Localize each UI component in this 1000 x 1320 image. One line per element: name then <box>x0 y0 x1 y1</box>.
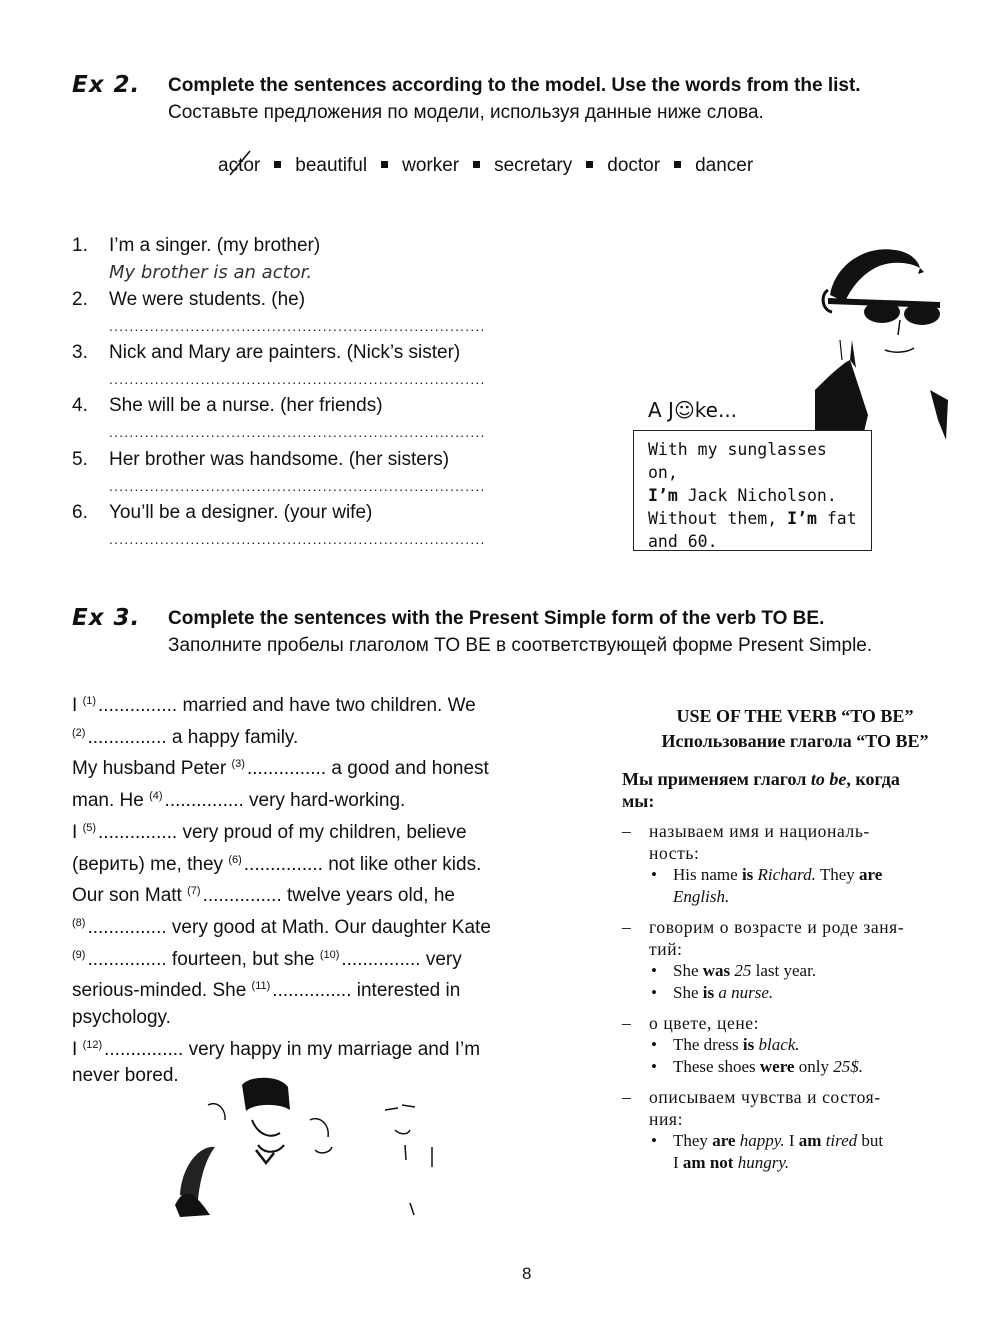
grammar-rule: – говорим о возрасте и роде заня- тий: <box>622 917 905 959</box>
grammar-rule: – называем имя и националь- ность: <box>622 821 870 863</box>
grammar-rule: – о цвете, цене: <box>622 1013 760 1033</box>
ex2-title: Complete the sentences according to the model. Use the words from the list. <box>168 75 861 96</box>
blank[interactable]: ............... <box>98 821 178 843</box>
ex3-tag: Ex 3. <box>72 605 141 631</box>
ex2-tag: Ex 2. <box>72 72 141 98</box>
answer-line[interactable]: .......................................................................... <box>109 478 486 494</box>
list-item: 2. We were students. (he) <box>72 289 306 310</box>
word: worker <box>402 155 460 176</box>
model-answer: My brother is an actor. <box>109 262 313 283</box>
word: dancer <box>695 155 754 176</box>
blank[interactable]: ............... <box>272 980 352 1002</box>
word-list <box>218 155 753 177</box>
list-item: 3. Nick and Mary are painters. (Nick’s sister) <box>72 342 461 363</box>
blank[interactable]: ............... <box>98 695 178 716</box>
joke-box <box>633 430 872 551</box>
word-actor-crossed: actor <box>218 155 260 177</box>
strike-mark <box>228 149 252 177</box>
word: doctor <box>607 155 661 176</box>
joke-line: With my sunglasses on, <box>648 440 827 482</box>
grammar-lead: мы: <box>622 791 655 811</box>
grammar-box <box>622 704 968 1174</box>
grammar-example: • These shoes were only 25$. <box>651 1057 863 1076</box>
blank[interactable]: ............... <box>341 948 421 970</box>
list-item: 1. I’m a singer. (my brother) <box>72 235 321 256</box>
blank[interactable]: ............... <box>164 790 244 812</box>
blank[interactable]: ............... <box>87 916 167 938</box>
joke-line: I’m Jack Nicholson. <box>648 486 837 505</box>
blank[interactable]: ............... <box>202 885 282 907</box>
grammar-heading: USE OF THE VERB “TO BE” <box>676 706 914 726</box>
blank[interactable]: ............... <box>246 758 327 780</box>
ex3-title: Complete the sentences with the Present Simple form of the verb TO BE. <box>168 608 825 629</box>
grammar-example: • His name is Richard. They are English. <box>651 865 883 906</box>
ex3-subtitle: Заполните пробелы глаголом TO BE в соответствующей форме Present Simple. <box>168 635 873 656</box>
list-item: 6. You’ll be a designer. (your wife) <box>72 502 373 523</box>
grammar-example: • She is a nurse. <box>651 983 774 1002</box>
grammar-example: • They are happy. I am tired but I am not hungry. <box>651 1131 884 1172</box>
joke-line: and 60. <box>648 532 718 551</box>
grammar-heading-ru: Использование глагола “TO BE” <box>661 731 929 751</box>
joke-title: A J☺ke... <box>648 398 738 422</box>
blank[interactable]: ............... <box>87 726 167 748</box>
answer-line[interactable]: .......................................................................... <box>109 531 486 547</box>
joke-line: Without them, I’m fat <box>648 509 857 528</box>
grammar-example: • The dress is black. <box>651 1035 800 1054</box>
word: beautiful <box>295 155 368 176</box>
blank[interactable]: ............... <box>243 853 323 875</box>
answer-line[interactable]: .......................................................................... <box>109 318 486 334</box>
list-item: 5. Her brother was handsome. (her sisters) <box>72 449 450 470</box>
ex3-paragraph: I $^{(1)}$ ............... married and have two children. We $^{(2)}$ ............... a happy family. My husband Peter $^{(3)}$ ............... a good and honest man. He $^{(4)}$ ............... very hard-working. I $^{(5)}$ ............... very proud of my children, believe (верить) me, they $^{(6)}$ ............... not like other kids. Our son Matt $^{(7)}$ ............... twelve years old, he $^{(8)}$ ............... very good at Math. Our daughter Kate $^{(9)}$ ............... fourteen, but she $^{(10)}$ ............... very serious-minded. She $^{(11)}$ ............... interested in psychology. I $^{(12)}$ ............... very happy in my marriage and I’m never bored. <box>72 695 491 1087</box>
grammar-example: • She was 25 last year. <box>651 961 817 980</box>
family-photo <box>170 1075 440 1220</box>
blank[interactable]: ............... <box>104 1038 184 1060</box>
answer-line[interactable]: .......................................................................... <box>109 424 486 440</box>
list-item: 4. She will be a nurse. (her friends) <box>72 395 383 416</box>
blank[interactable]: ............... <box>87 948 167 970</box>
answer-line[interactable]: .......................................................................... <box>109 371 486 387</box>
ex2-subtitle: Составьте предложения по модели, используя данные ниже слова. <box>168 102 764 123</box>
page-number: 8 <box>522 1264 532 1283</box>
grammar-lead: Мы применяем глагол to be, когда <box>622 769 900 789</box>
jack-nicholson-illustration <box>790 240 970 450</box>
word: secretary <box>494 155 573 176</box>
grammar-rule: – описываем чувства и состоя- ния: <box>622 1087 881 1129</box>
